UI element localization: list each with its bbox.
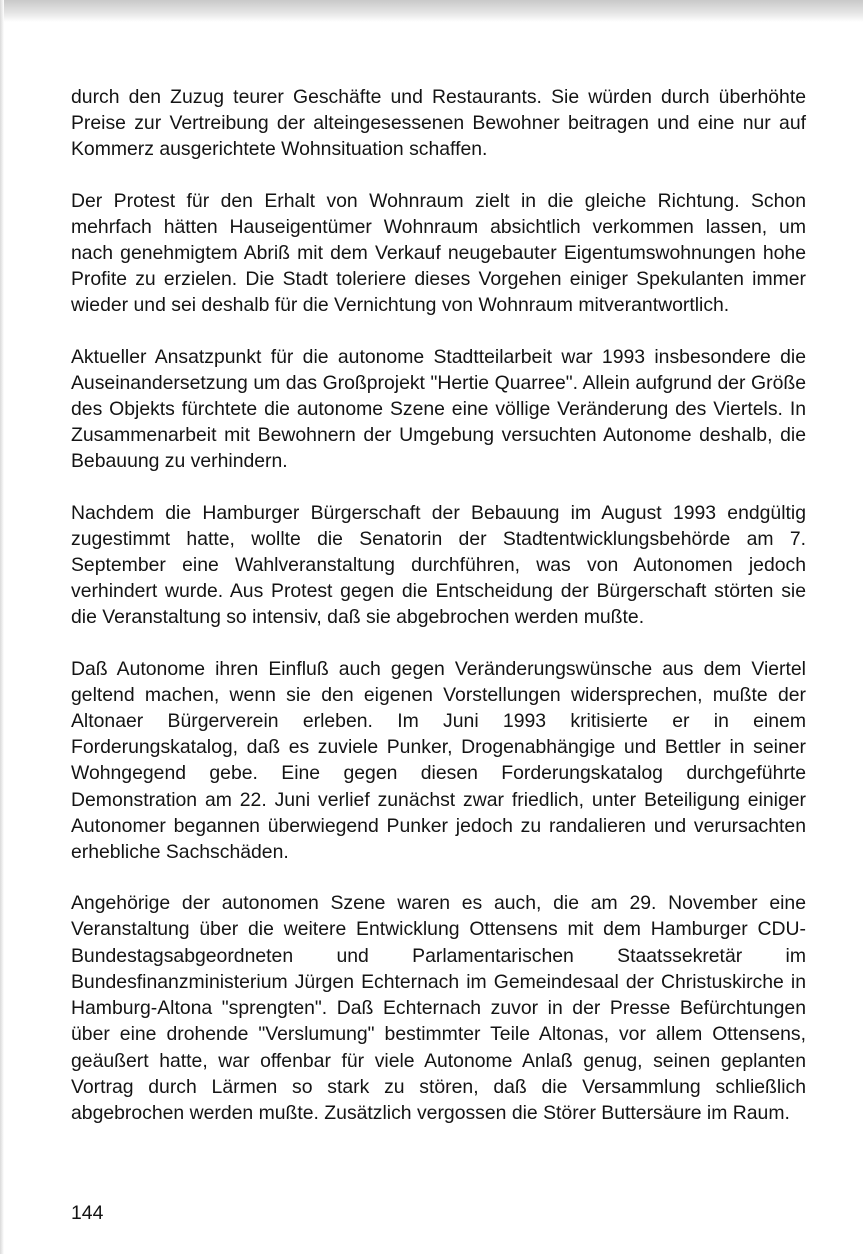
paragraph-3: Aktueller Ansatzpunkt für die autonome Stadtteilarbeit war 1993 insbesondere die Auseinandersetzung um das Großprojekt "Hertie Quarree". Allein aufgrund der Größe des Objekts fürchtete die autonome Szene eine völlige Veränderung des Viertels. In Zusammenarbeit mit Bewohnern der Umgebung versuchten Autonome deshalb, die Bebauung zu verhindern.: [71, 345, 806, 473]
paragraph-4: Nachdem die Hamburger Bürgerschaft der Bebauung im August 1993 endgültig zugestimmt hatte, wollte die Senatorin der Stadtentwicklungsbehörde am 7. September eine Wahlveranstaltung durchführen, was von Autonomen jedoch verhindert wurde. Aus Protest gegen die Entscheidung der Bürgerschaft störten sie die Veranstaltung so intensiv, daß sie abgebrochen werden mußte.: [71, 501, 806, 629]
page-body: [71, 84, 806, 1151]
paragraph-2: Der Protest für den Erhalt von Wohnraum zielt in die gleiche Richtung. Schon mehrfach hätten Hauseigentümer Wohnraum absichtlich verkommen lassen, um nach genehmigtem Abriß mit dem Verkauf neugebauter Eigentumswohnungen hohe Profite zu erzielen. Die Stadt toleriere dieses Vorgehen einiger Spekulanten immer wieder und sei deshalb für die Vernichtung von Wohnraum mitverantwortlich.: [71, 189, 806, 317]
scan-edge-left: [0, 0, 4, 1254]
paragraph-6: Angehörige der autonomen Szene waren es auch, die am 29. November eine Veranstaltung über die weitere Entwicklung Ottensens mit dem Hamburger CDU-Bundestagsabgeordneten und Parlamentarischen Staatssekretär im Bundesfinanzministerium Jürgen Echternach im Gemeindesaal der Christuskirche in Hamburg-Altona "sprengten". Daß Echternach zuvor in der Presse Befürchtungen über eine drohende "Verslumung" bestimmter Teile Altonas, vor allem Ottensens, geäußert hatte, war offenbar für viele Autonome Anlaß genug, seinen geplanten Vortrag durch Lärmen so stark zu stören, daß die Versammlung schließlich abgebrochen werden mußte. Zusätzlich vergossen die Störer Buttersäure im Raum.: [71, 892, 806, 1124]
paragraph-5: Daß Autonome ihren Einfluß auch gegen Veränderungswünsche aus dem Viertel geltend machen, wenn sie den eigenen Vorstellungen widersprechen, mußte der Altonaer Bürgerverein erleben. Im Juni 1993 kritisierte er in einem Forderungskatalog, daß es zuviele Punker, Drogenabhängige und Bettler in seiner Wohngegend gebe. Eine gegen diesen Forderungskatalog durchgeführte Demonstration am 22. Juni verlief zunächst zwar friedlich, unter Beteiligung einiger Autonomer begannen überwiegend Punker jedoch zu randalieren und verursachten erhebliche Sachschäden.: [71, 657, 806, 864]
paragraph-1: durch den Zuzug teurer Geschäfte und Restaurants. Sie würden durch überhöhte Preise zur Vertreibung der alteingesessenen Bewohner beitragen und eine nur auf Kommerz ausgerichtete Wohnsituation schaffen.: [71, 86, 806, 161]
page-number: 144: [71, 1202, 104, 1224]
scan-edge-top: [0, 0, 863, 22]
